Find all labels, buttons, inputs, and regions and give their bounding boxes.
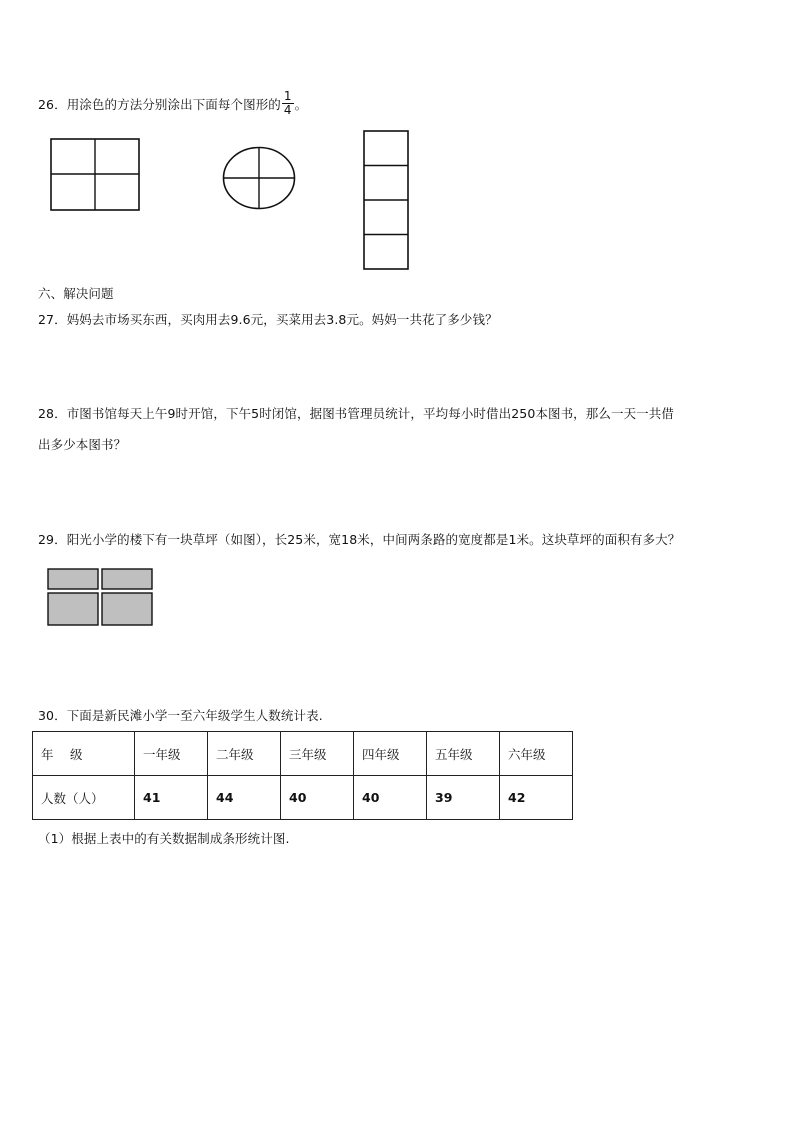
table-header-cell: 一年级 (135, 732, 208, 776)
lawn-top-left (48, 569, 98, 589)
q26-prefix: 26．用涂色的方法分别涂出下面每个图形的 (38, 97, 281, 112)
q28-text-line2: 出多少本图书？ (38, 437, 127, 452)
table-header-cell: 六年级 (500, 732, 573, 776)
table-header-cell: 二年级 (208, 732, 281, 776)
table-cell: 40 (354, 776, 427, 820)
q30-title: 30．下面是新民滩小学一至六年级学生人数统计表. (38, 708, 323, 723)
q26-text (38, 89, 308, 119)
q30-subquestion-1: （1）根据上表中的有关数据制成条形统计图. (38, 831, 290, 846)
table-cell: 42 (500, 776, 573, 820)
q29-lawn-figure (47, 568, 153, 626)
q26-circle-figure[interactable] (222, 146, 296, 210)
table-header-row (33, 732, 573, 776)
table-row (33, 776, 573, 820)
q29-text: 29．阳光小学的楼下有一块草坪（如图），长25米，宽18米，中间两条路的宽度都是1米。这块草坪的面积有多大？ (38, 532, 681, 547)
q26-suffix: 。 (294, 97, 308, 112)
q26-fraction (282, 90, 294, 117)
q26-strip-figure[interactable] (363, 130, 409, 270)
lawn-bottom-left (48, 593, 98, 625)
table-cell: 40 (281, 776, 354, 820)
lawn-top-right (102, 569, 152, 589)
student-count-table (32, 731, 573, 820)
section-heading: 六、解决问题 (38, 286, 114, 301)
lawn-bottom-right (102, 593, 152, 625)
q26-rectangle-figure[interactable] (50, 138, 140, 211)
table-header-cell: 四年级 (354, 732, 427, 776)
table-row-label: 人数（人） (33, 776, 135, 820)
q26-frac-denominator: 4 (283, 103, 292, 117)
q26-frac-numerator: 1 (283, 89, 292, 103)
table-cell: 44 (208, 776, 281, 820)
table-header-cell: 三年级 (281, 732, 354, 776)
table-cell: 41 (135, 776, 208, 820)
table-header-cell: 年 级 (33, 732, 135, 776)
q27-text: 27．妈妈去市场买东西，买肉用去9.6元，买菜用去3.8元。妈妈一共花了多少钱？ (38, 312, 498, 327)
table-cell: 39 (427, 776, 500, 820)
q28-text-line1: 28．市图书馆每天上午9时开馆，下午5时闭馆，据图书管理员统计，平均每小时借出250本图书，那么一天一共借 (38, 406, 674, 421)
table-header-cell: 五年级 (427, 732, 500, 776)
